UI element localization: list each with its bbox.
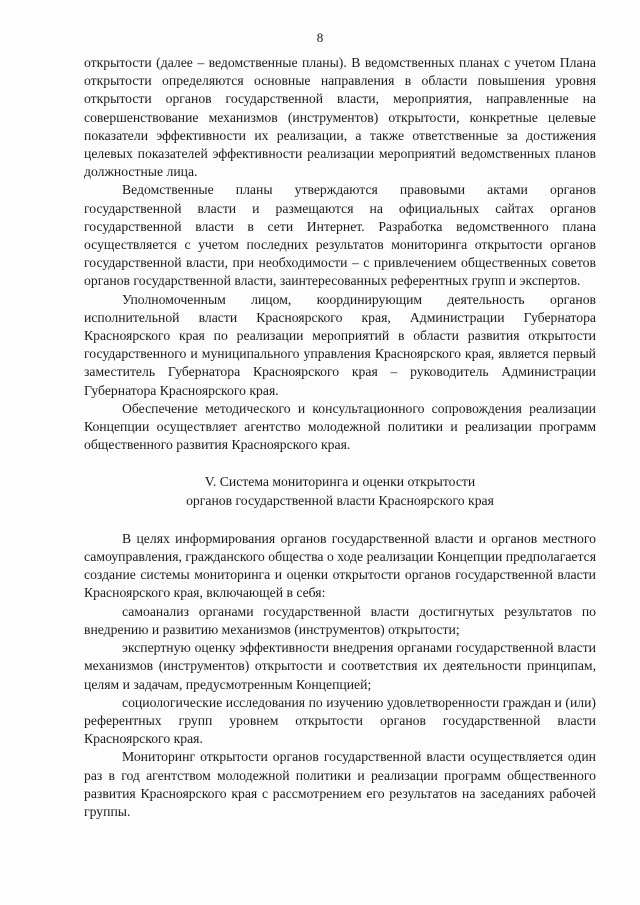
- list-item: экспертную оценку эффективности внедрения органами государственной власти механизмов (инструментов) открытости и соответствия их деятельности принципам, целям и задачам, предусмотренным Концепцией;: [84, 640, 596, 692]
- paragraph: Мониторинг открытости органов государственной власти осуществляется один раз в год агентством молодежной политики и реализации программ общественного развития Красноярского края с рассмотрением его результатов на заседаниях рабочей группы.: [84, 749, 596, 819]
- section-heading-line: V. Система мониторинга и оценки открытости: [204, 474, 476, 490]
- paragraph-continuation: открытости (далее – ведомственные планы). В ведомственных планах с учетом Плана открытости определяются основные направления в области повышения уровня открытости органов государственной власти, мероприятия, направленные на совершенствование механизмов (инструментов) открытости, конкретные целевые показатели эффективности их реализации, а также ответственные за достижения целевых показателей эффективности реализации мероприятий ведомственных планов должностные лица.: [84, 55, 596, 180]
- paragraph: В целях информирования органов государственной власти и органов местного самоуправления, гражданского общества о ходе реализации Концепции предполагается создание системы мониторинга и оценки открытости органов государственной власти Красноярского края, включающей в себя:: [84, 530, 596, 601]
- section-heading-line: органов государственной власти Красноярского края: [186, 492, 494, 508]
- document-body: [84, 54, 596, 821]
- paragraph: Уполномоченным лицом, координирующим деятельность органов исполнительной власти Красноярского края, Администрации Губернатора Красноярского края по реализации мероприятий в области развития открытости государственного и муниципального управления Красноярского края, является первый заместитель Губернатора Красноярского края – руководитель Администрации Губернатора Красноярского края.: [84, 291, 596, 398]
- section-heading: [84, 473, 596, 509]
- list-item: социологические исследования по изучению удовлетворенности граждан и (или) референтных групп уровнем открытости органов государственной власти Красноярского края.: [84, 694, 596, 747]
- page-number: 8: [316, 30, 324, 45]
- paragraph: Ведомственные планы утверждаются правовыми актами органов государственной власти и размещаются на официальных сайтах органов государственной власти в сети Интернет. Разработка ведомственного плана осуществляется с учетом последних результатов мониторинга открытости органов государственной власти, при необходимости – с привлечением общественных советов органов государственной власти, заинтересованных референтных групп и экспертов.: [84, 182, 596, 289]
- list-item: самоанализ органами государственной власти достигнутых результатов по внедрению и развитию механизмов (инструментов) открытости;: [84, 603, 596, 637]
- paragraph: Обеспечение методического и консультационного сопровождения реализации Концепции осуществляет агентство молодежной политики и реализации программ общественного развития Красноярского края.: [84, 400, 596, 453]
